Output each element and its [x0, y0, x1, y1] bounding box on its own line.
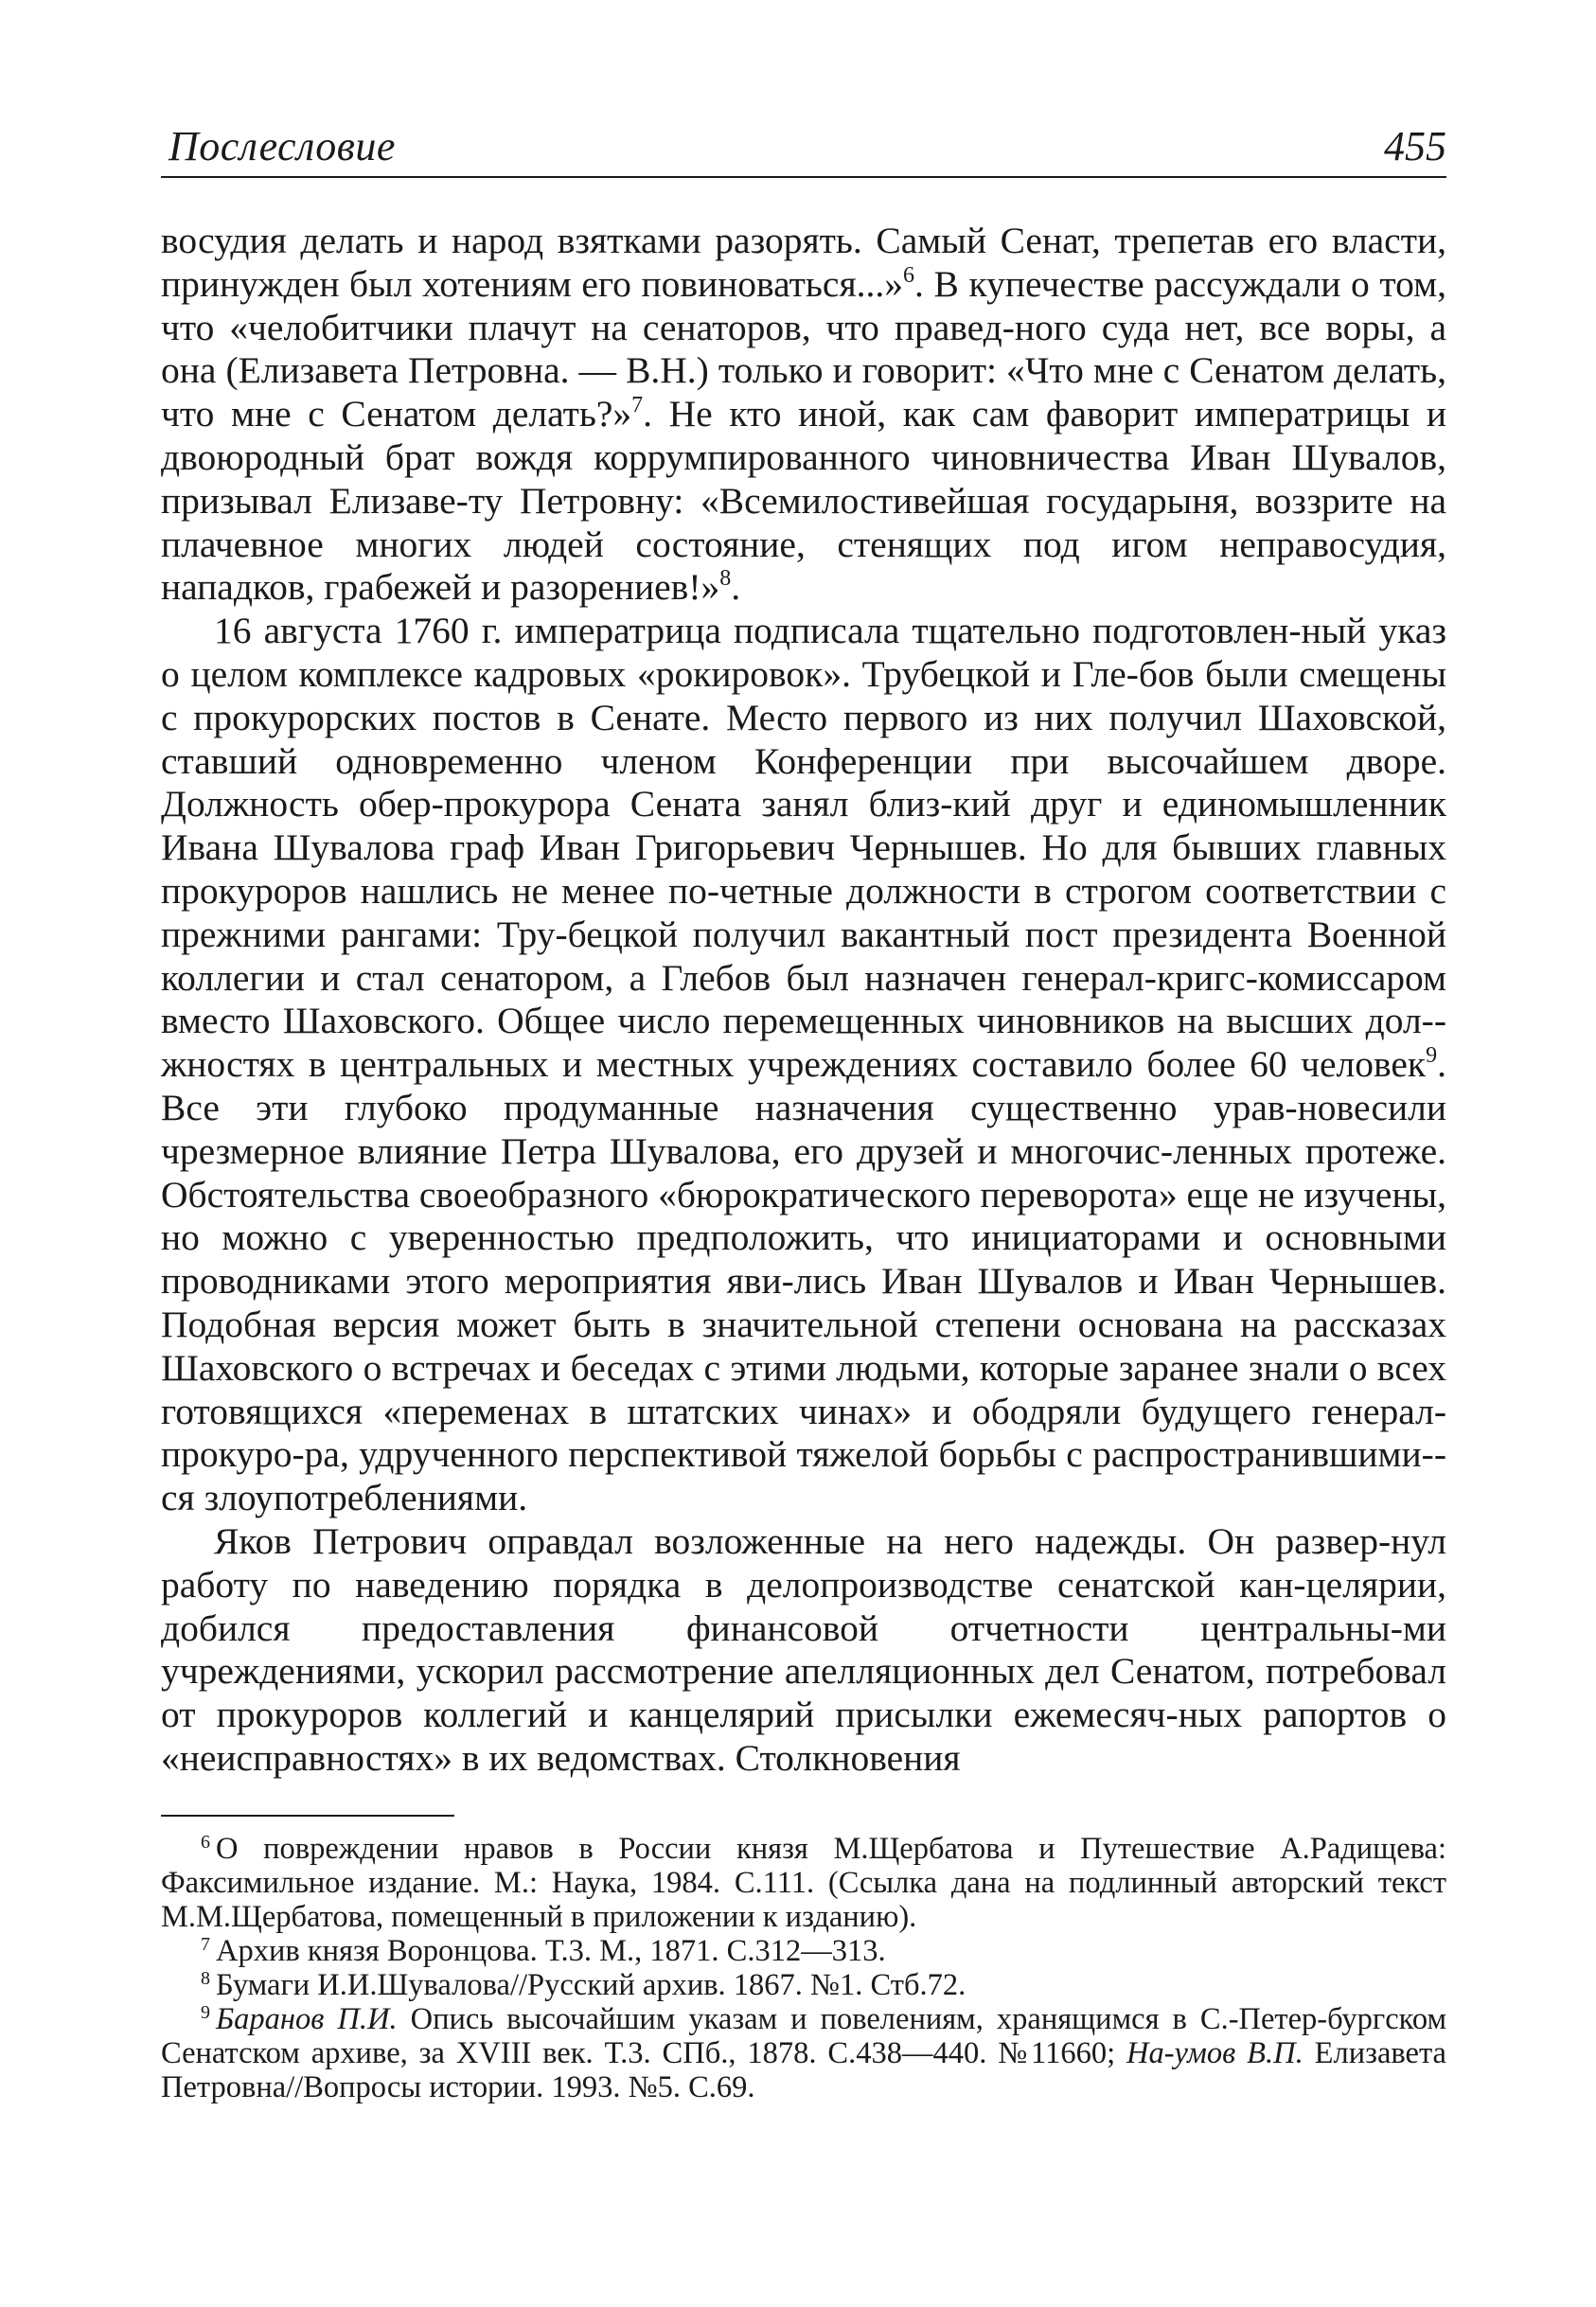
text-run: Архив князя Воронцова. Т.3. М., 1871. С.312—313. [216, 1933, 886, 1968]
footnote-number: 9 [201, 2001, 210, 2023]
author-name: Баранов П.И. [216, 2001, 398, 2036]
running-header [161, 123, 1446, 178]
footnote-number: 8 [201, 1967, 210, 1989]
footnote-number: 6 [201, 1831, 210, 1853]
footnote-ref: 9 [1426, 1043, 1438, 1069]
footnote-ref: 6 [903, 262, 915, 288]
footnote-ref: 7 [631, 393, 644, 418]
footnote [161, 2002, 1446, 2104]
text-run: Елизавета Петровна//Вопросы истории. 1993. №5. С.69. [161, 2035, 1446, 2104]
footnote [161, 1968, 1446, 2002]
paragraph [161, 1520, 1446, 1781]
text-run: Яков Петрович оправдал возложенные на него надежды. Он развер-нул работу по наведению порядка в делопроизводстве сенатской кан-целярии, добился предоставления финансовой отчетности центральны-ми учреждениями, ускорил рассмотрение апелляционных дел Сенатом, потребовал от прокуроров коллегий и канцелярий присылки ежемесяч-ных рапортов о «неисправностях» в их ведомствах. Столкновения [161, 1519, 1446, 1779]
text-run: . Не кто иной, как сам фаворит императрицы и двоюродный брат вождя коррумпированного чиновничества Иван Шувалов, призывал Елизаве-ту Петровну: «Всемилостивейшая государыня, воззрите на плачевное многих людей состояние, стенящих под игом неправосудия, нападков, грабежей и разорениев!» [161, 393, 1446, 609]
main-text [161, 220, 1446, 1781]
text-run: Бумаги И.И.Шувалова//Русский архив. 1867. №1. Стб.72. [216, 1967, 966, 2002]
page-number: 455 [1384, 123, 1446, 169]
text-run: . В купечестве рассуждали о том, что «челобитчики плачут на сенаторов, что правед-ного суда нет, все воры, а она (Елизавета Петровна. — В.Н.) только и говорит: «Что мне с Сенатом делать, что мне с Сенатом делать?» [161, 262, 1447, 435]
text-run: восудия делать и народ взятками разорять. Самый Сенат, трепетав его власти, принужден был хотениям его повиноваться...» [161, 220, 1446, 305]
footnote [161, 1934, 1446, 1968]
paragraph [161, 610, 1446, 1520]
text-run: Опись высочайшим указам и повелениям, хранящимся в С.-Петер-бургском Сенатском архиве, за XVIII век. Т.3. СПб., 1878. С.438—440. №11660; [161, 2001, 1447, 2070]
footnote-number: 7 [201, 1933, 210, 1955]
text-run: . Все эти глубоко продуманные назначения существенно урав-новесили чрезмерное влияние Петра Шувалова, его друзей и многочис-ленных протеже. Обстоятельства своеобразного «бюрократического переворота» еще не изучены, но можно с уверенностью предположить, что инициаторами и основными проводниками этого мероприятия яви-лись Иван Шувалов и Иван Чернышев. Подобная версия может быть в значительной степени основана на рассказах Шаховского о встречах и беседах с этими людьми, которые заранее знали о всех готовящихся «переменах в штатских чинах» и ободряли будущего генерал-прокуро-ра, удрученного перспективой тяжелой борьбы с распространившими-ся злоупотреблениями. [161, 1043, 1446, 1519]
running-title: Послесловие [168, 123, 396, 169]
paragraph [161, 220, 1446, 610]
text-run: 16 августа 1760 г. императрица подписала тщательно подготовлен-ный указ о целом комплексе кадровых «рокировок». Трубецкой и Гле-бов были смещены с прокурорских постов в Сенате. Место первого из них получил Шаховской, ставший одновременно членом Конференции при высочайшем дворе. Должность обер-прокурора Сената занял близ-кий друг и единомышленник Ивана Шувалова граф Иван Григорьевич Чернышев. Но для бывших главных прокуроров нашлись не менее по-четные должности в строгом соответствии с прежними рангами: Тру-бецкой получил вакантный пост президента Военной коллегии и стал сенатором, а Глебов был назначен генерал-кригс-комиссаром вместо Шаховского. Общее число перемещенных чиновников на высших дол-жностях в центральных и местных учреждениях составило более 60 человек [161, 610, 1446, 1086]
footnotes [161, 1832, 1446, 2104]
author-name: На-умов В.П. [1126, 2035, 1303, 2070]
footnote [161, 1832, 1446, 1934]
book-page [161, 123, 1446, 2104]
text-run: О повреждении нравов в России князя М.Щербатова и Путешествие А.Радищева: Факсимильное издание. М.: Наука, 1984. С.111. (Ссылка дана на подлинный авторский текст М.М.Щербатова, помещенный в приложении к изданию). [161, 1831, 1446, 1934]
footnote-ref: 8 [719, 566, 732, 592]
footnote-divider [161, 1815, 454, 1817]
text-run: . [731, 566, 741, 609]
